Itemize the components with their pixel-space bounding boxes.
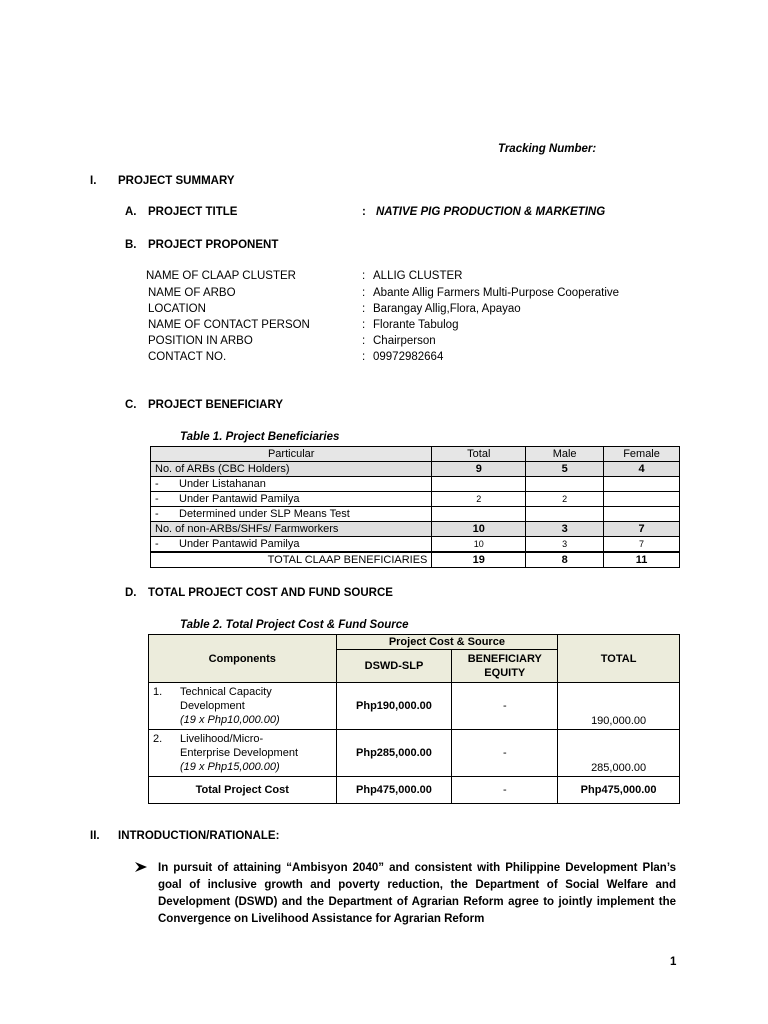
equity-header-line: BENEFICIARY — [467, 653, 542, 665]
table-row — [151, 477, 680, 492]
cell-male: 8 — [526, 552, 604, 568]
column-header: Male — [526, 447, 604, 462]
cell-male: 3 — [526, 537, 604, 553]
cell-female — [604, 492, 680, 507]
component-name-line: Technical Capacity — [180, 686, 272, 698]
total-label: Total Project Cost — [149, 777, 337, 804]
row-label: TOTAL CLAAP BENEFICIARIES — [151, 552, 432, 568]
column-header-components: Components — [149, 635, 337, 683]
project-beneficiary-heading: PROJECT BENEFICIARY — [148, 399, 284, 411]
cell-total: 10 — [432, 537, 526, 553]
section-1-title: PROJECT SUMMARY — [118, 175, 235, 187]
component-name-line: Enterprise Development — [180, 747, 299, 759]
column-header: Total — [432, 447, 526, 462]
table-total-row — [151, 552, 680, 568]
row-label — [151, 492, 432, 507]
dash-marker: - — [155, 493, 159, 505]
table-row — [151, 537, 680, 553]
cell-total — [432, 507, 526, 522]
proponent-value: Abante Allig Farmers Multi-Purpose Cooperative — [373, 287, 620, 299]
row-label — [151, 537, 432, 553]
item-b-letter: B. — [125, 239, 137, 251]
cell-female: 7 — [604, 522, 680, 537]
tracking-number-label: Tracking Number: — [498, 143, 597, 155]
table-row — [151, 492, 680, 507]
table-row — [149, 730, 680, 777]
cell-total: 190,000.00 — [558, 683, 680, 730]
project-cost-heading: TOTAL PROJECT COST AND FUND SOURCE — [148, 587, 393, 599]
component-number: 2. — [153, 733, 163, 745]
page-number: 1 — [670, 956, 677, 968]
section-2-number: II. — [90, 830, 100, 842]
cell-equity: - — [452, 777, 558, 804]
proponent-separator: : — [362, 351, 366, 363]
row-label-text: Under Pantawid Pamilya — [179, 493, 300, 505]
cell-total: 285,000.00 — [558, 730, 680, 777]
cell-male — [526, 477, 604, 492]
cell-dswd: Php190,000.00 — [336, 683, 452, 730]
table-header-row — [149, 635, 680, 650]
component-name-line: Livelihood/Micro- — [180, 733, 264, 745]
cell-dswd: Php285,000.00 — [336, 730, 452, 777]
component-computation: (19 x Php10,000.00) — [180, 714, 280, 726]
column-header-total: TOTAL — [558, 635, 680, 683]
component-cell — [149, 730, 337, 777]
column-header: Particular — [151, 447, 432, 462]
beneficiaries-table — [150, 446, 680, 568]
cell-female — [604, 507, 680, 522]
project-cost-table — [148, 634, 680, 804]
row-label — [151, 507, 432, 522]
cell-total: 2 — [432, 492, 526, 507]
cell-male: 5 — [526, 462, 604, 477]
table-total-row — [149, 777, 680, 804]
proponent-label: POSITION IN ARBO — [148, 335, 253, 347]
cell-total — [432, 477, 526, 492]
cell-female: 7 — [604, 537, 680, 553]
cell-total: 19 — [432, 552, 526, 568]
section-2-title: INTRODUCTION/RATIONALE: — [118, 830, 280, 842]
cell-dswd: Php475,000.00 — [336, 777, 452, 804]
table-row — [149, 683, 680, 730]
table-2-caption: Table 2. Total Project Cost & Fund Source — [180, 619, 409, 631]
cell-male: 2 — [526, 492, 604, 507]
cell-female — [604, 477, 680, 492]
cell-female: 11 — [604, 552, 680, 568]
row-label-text: Determined under SLP Means Test — [179, 508, 350, 520]
table-row — [151, 462, 680, 477]
row-label — [151, 477, 432, 492]
proponent-separator: : — [362, 287, 366, 299]
proponent-label: NAME OF CONTACT PERSON — [148, 319, 310, 331]
row-label: No. of non-ARBs/SHFs/ Farmworkers — [151, 522, 432, 537]
proponent-separator: : — [362, 303, 366, 315]
item-a-letter: A. — [125, 206, 137, 218]
item-d-letter: D. — [125, 587, 137, 599]
project-title-value: NATIVE PIG PRODUCTION & MARKETING — [376, 206, 606, 218]
column-header-cost-source: Project Cost & Source — [336, 635, 558, 650]
proponent-label: CONTACT NO. — [148, 351, 227, 363]
component-computation: (19 x Php15,000.00) — [180, 761, 280, 773]
proponent-value: ALLIG CLUSTER — [373, 270, 463, 282]
component-name-line: Development — [180, 700, 245, 712]
arrow-bullet-icon — [134, 861, 148, 876]
column-header-equity — [452, 650, 558, 683]
column-header-dswd: DSWD-SLP — [336, 650, 452, 683]
column-header: Female — [604, 447, 680, 462]
row-label-text: Under Pantawid Pamilya — [179, 538, 300, 550]
dash-marker: - — [155, 478, 159, 490]
cell-total: 9 — [432, 462, 526, 477]
cell-equity: - — [452, 730, 558, 777]
table-row — [151, 507, 680, 522]
proponent-label: LOCATION — [148, 303, 206, 315]
proponent-value: 09972982664 — [373, 351, 444, 363]
row-label-text: Under Listahanan — [179, 478, 266, 490]
dash-marker: - — [155, 508, 159, 520]
cell-male — [526, 507, 604, 522]
table-row — [151, 522, 680, 537]
proponent-value: Barangay Allig,Flora, Apayao — [373, 303, 521, 315]
project-proponent-heading: PROJECT PROPONENT — [148, 239, 279, 251]
table-header-row — [151, 447, 680, 462]
proponent-label: NAME OF ARBO — [148, 287, 236, 299]
row-label: No. of ARBs (CBC Holders) — [151, 462, 432, 477]
dash-marker: - — [155, 538, 159, 550]
proponent-label: NAME OF CLAAP CLUSTER — [146, 270, 296, 282]
project-title-label: PROJECT TITLE — [148, 206, 238, 218]
cell-total: Php475,000.00 — [558, 777, 680, 804]
cell-female: 4 — [604, 462, 680, 477]
proponent-value: Florante Tabulog — [373, 319, 459, 331]
project-title-separator: : — [362, 206, 366, 218]
item-c-letter: C. — [125, 399, 137, 411]
section-1-number: I. — [90, 175, 97, 187]
proponent-separator: : — [362, 270, 366, 282]
cell-equity: - — [452, 683, 558, 730]
component-number: 1. — [153, 686, 163, 698]
equity-header-line: EQUITY — [484, 667, 526, 679]
proponent-separator: : — [362, 319, 366, 331]
intro-paragraph: In pursuit of attaining “Ambisyon 2040” and consistent with Philippine Development Plan’s goal of inclusive growth and poverty reduction, the Department of Social Welfare and Development (DSWD) and the Department of Agrarian Reform agree to jointly implement the Convergence on Livelihood Assistance for Agrarian Reform — [158, 862, 676, 925]
proponent-value: Chairperson — [373, 335, 436, 347]
cell-total: 10 — [432, 522, 526, 537]
component-cell — [149, 683, 337, 730]
table-1-caption: Table 1. Project Beneficiaries — [180, 431, 340, 443]
proponent-separator: : — [362, 335, 366, 347]
cell-male: 3 — [526, 522, 604, 537]
